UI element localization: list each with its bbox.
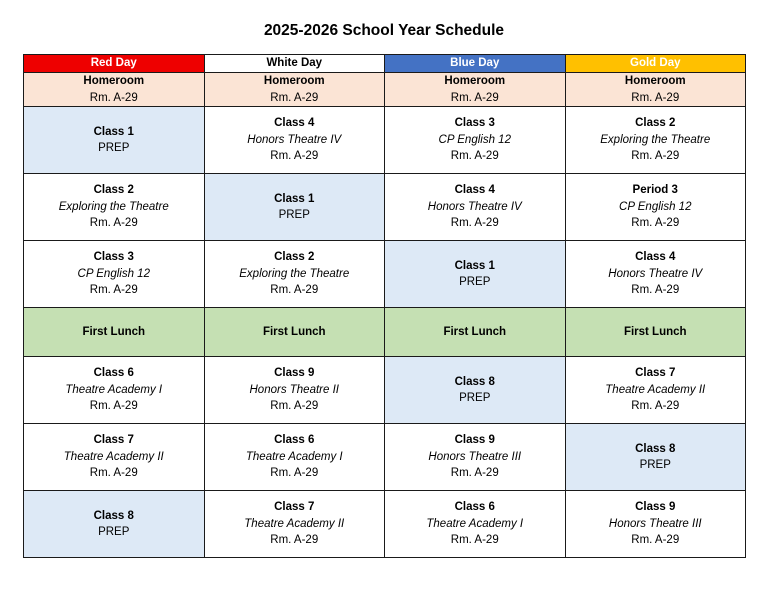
- course-name: Honors Theatre IV: [608, 267, 703, 280]
- lunch-cell: First Lunch: [24, 308, 205, 357]
- course-name: Exploring the Theatre: [239, 267, 350, 280]
- class-cell: [565, 357, 746, 424]
- room: Rm. A-29: [270, 467, 319, 480]
- class-name: Class 3: [93, 251, 134, 264]
- prep-cell: [385, 357, 566, 424]
- header-red-day: Red Day: [24, 55, 205, 73]
- class-cell: [24, 174, 205, 241]
- course-name: CP English 12: [619, 200, 692, 213]
- room: Rm. A-29: [270, 534, 319, 547]
- class-name: Homeroom: [263, 75, 325, 87]
- prep-label: PREP: [459, 276, 491, 288]
- class-cell: [24, 424, 205, 491]
- prep-cell: [204, 174, 385, 241]
- course-name: Honors Theatre II: [249, 383, 339, 396]
- prep-label: PREP: [98, 142, 130, 154]
- room: Rm. A-29: [631, 284, 680, 297]
- class-name: Class 8: [635, 442, 676, 455]
- class-cell: [204, 491, 385, 558]
- course-name: Honors Theatre III: [608, 517, 702, 530]
- course-name: CP English 12: [77, 267, 150, 280]
- room: Rm. A-29: [270, 284, 319, 297]
- class-name: Class 4: [274, 117, 315, 130]
- homeroom-cell: [565, 73, 746, 107]
- class-name: Period 3: [632, 184, 678, 197]
- class-row-3: [24, 241, 746, 308]
- class-name: Class 6: [454, 501, 495, 514]
- class-cell: [204, 357, 385, 424]
- course-name: Honors Theatre IV: [247, 133, 342, 146]
- homeroom-cell: [24, 73, 205, 107]
- class-cell: [565, 241, 746, 308]
- lunch-cell: First Lunch: [204, 308, 385, 357]
- page-title: 2025-2026 School Year Schedule: [263, 22, 505, 39]
- course-name: Honors Theatre III: [428, 450, 522, 463]
- room: Rm. A-29: [631, 150, 680, 163]
- prep-label: PREP: [459, 392, 491, 404]
- class-cell: [565, 174, 746, 241]
- room: Rm. A-29: [270, 150, 319, 163]
- prep-label: PREP: [278, 209, 310, 221]
- room: Rm. A-29: [450, 91, 499, 104]
- course-name: Theatre Academy I: [426, 517, 524, 530]
- class-cell: [24, 357, 205, 424]
- course-name: Theatre Academy II: [605, 383, 706, 396]
- class-name: Class 3: [454, 117, 495, 130]
- class-cell: [565, 107, 746, 174]
- prep-cell: [385, 241, 566, 308]
- class-name: Class 9: [454, 434, 495, 447]
- class-name: Class 2: [93, 184, 134, 197]
- room: Rm. A-29: [270, 91, 319, 104]
- room: Rm. A-29: [631, 534, 680, 547]
- class-name: Homeroom: [83, 75, 145, 87]
- class-cell: [24, 241, 205, 308]
- prep-cell: [24, 491, 205, 558]
- class-name: Class 4: [635, 251, 676, 264]
- prep-cell: [565, 424, 746, 491]
- class-name: Class 7: [93, 434, 134, 447]
- class-name: Class 6: [274, 434, 315, 447]
- course-name: Theatre Academy I: [65, 383, 163, 396]
- class-name: Class 7: [274, 501, 315, 514]
- header-gold-day: Gold Day: [565, 55, 746, 73]
- class-row-6: [24, 491, 746, 558]
- room: Rm. A-29: [450, 150, 499, 163]
- room: Rm. A-29: [450, 534, 499, 547]
- room: Rm. A-29: [89, 467, 138, 480]
- room: Rm. A-29: [450, 467, 499, 480]
- class-name: Class 1: [454, 259, 495, 272]
- course-name: CP English 12: [438, 133, 511, 146]
- prep-label: PREP: [98, 526, 130, 538]
- homeroom-row: [24, 73, 746, 107]
- class-name: Class 2: [274, 251, 315, 264]
- class-name: Class 8: [93, 509, 134, 522]
- room: Rm. A-29: [89, 284, 138, 297]
- room: Rm. A-29: [631, 91, 680, 104]
- lunch-cell: First Lunch: [565, 308, 746, 357]
- room: Rm. A-29: [450, 217, 499, 230]
- class-cell: [385, 424, 566, 491]
- class-name: Class 8: [454, 375, 495, 388]
- class-cell: [385, 107, 566, 174]
- class-row-1: [24, 107, 746, 174]
- homeroom-cell: [204, 73, 385, 107]
- course-name: Theatre Academy II: [244, 517, 345, 530]
- room: Rm. A-29: [89, 217, 138, 230]
- lunch-row: [24, 308, 746, 357]
- class-name: Class 6: [93, 367, 134, 380]
- prep-label: PREP: [639, 459, 671, 471]
- class-name: Class 1: [93, 125, 134, 138]
- course-name: Theatre Academy II: [63, 450, 164, 463]
- class-row-4: [24, 357, 746, 424]
- course-name: Exploring the Theatre: [600, 133, 711, 146]
- class-name: Class 4: [454, 184, 495, 197]
- class-name: Homeroom: [624, 75, 686, 87]
- course-name: Honors Theatre IV: [427, 200, 522, 213]
- class-cell: [385, 174, 566, 241]
- class-cell: [565, 491, 746, 558]
- class-cell: [204, 241, 385, 308]
- class-cell: [385, 491, 566, 558]
- room: Rm. A-29: [270, 400, 319, 413]
- header-white-day: White Day: [204, 55, 385, 73]
- class-row-5: [24, 424, 746, 491]
- prep-cell: [24, 107, 205, 174]
- class-row-2: [24, 174, 746, 241]
- course-name: Theatre Academy I: [245, 450, 343, 463]
- room: Rm. A-29: [89, 91, 138, 104]
- room: Rm. A-29: [631, 400, 680, 413]
- class-name: Class 1: [274, 192, 315, 205]
- header-row: [24, 55, 746, 73]
- class-name: Class 2: [635, 117, 676, 130]
- class-name: Class 7: [635, 367, 676, 380]
- schedule-table: [23, 54, 746, 558]
- header-blue-day: Blue Day: [385, 55, 566, 73]
- class-name: Homeroom: [444, 75, 506, 87]
- class-name: Class 9: [274, 367, 315, 380]
- class-cell: [204, 424, 385, 491]
- lunch-cell: First Lunch: [385, 308, 566, 357]
- class-name: Class 9: [635, 501, 676, 514]
- room: Rm. A-29: [89, 400, 138, 413]
- homeroom-cell: [385, 73, 566, 107]
- course-name: Exploring the Theatre: [58, 200, 169, 213]
- class-cell: [204, 107, 385, 174]
- room: Rm. A-29: [631, 217, 680, 230]
